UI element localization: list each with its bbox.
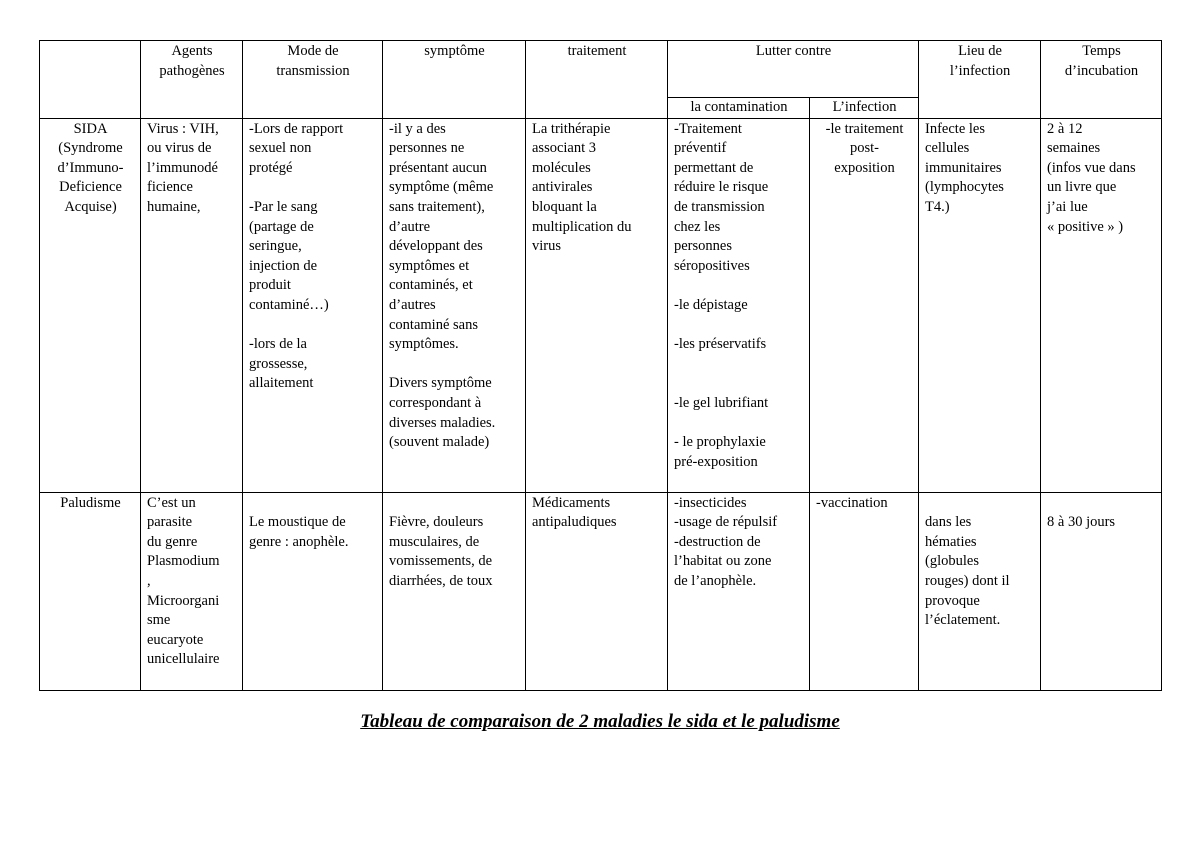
header-traitement: traitement bbox=[526, 41, 668, 119]
header-contamination: la contamination bbox=[668, 98, 810, 119]
header-agents: Agents pathogènes bbox=[141, 41, 243, 119]
table-row-paludisme bbox=[40, 492, 1162, 690]
cell-symptome: Fièvre, douleurs musculaires, de vomissements, de diarrhées, de toux bbox=[383, 492, 526, 690]
table-row-sida bbox=[40, 118, 1162, 492]
cell-infection: -vaccination bbox=[810, 492, 919, 690]
cell-traitement: La trithérapie associant 3 molécules antivirales bloquant la multiplication du virus bbox=[526, 118, 668, 492]
cell-temps: 2 à 12 semaines (infos vue dans un livre que j’ai lue « positive » ) bbox=[1041, 118, 1162, 492]
cell-traitement: Médicaments antipaludiques bbox=[526, 492, 668, 690]
cell-maladie: Paludisme bbox=[40, 492, 141, 690]
table-caption: Tableau de comparaison de 2 maladies le sida et le paludisme bbox=[360, 711, 840, 732]
header-empty-cell bbox=[40, 41, 141, 119]
cell-mode: Le moustique de genre : anophèle. bbox=[243, 492, 383, 690]
header-symptome: symptôme bbox=[383, 41, 526, 119]
header-row bbox=[40, 41, 1162, 98]
comparison-table bbox=[39, 40, 1162, 691]
cell-contamination: -Traitement préventif permettant de réduire le risque de transmission chez les personnes séropositives -le dépistage -les préservatifs -le gel lubrifiant - le prophylaxie pré-exposition bbox=[668, 118, 810, 492]
cell-lieu: Infecte les cellules immunitaires (lymphocytes T4.) bbox=[919, 118, 1041, 492]
cell-mode: -Lors de rapport sexuel non protégé -Par le sang (partage de seringue, injection de produit contaminé…) -lors de la grossesse, allaitement bbox=[243, 118, 383, 492]
cell-temps: 8 à 30 jours bbox=[1041, 492, 1162, 690]
cell-infection: -le traitement post- exposition bbox=[810, 118, 919, 492]
cell-symptome: -il y a des personnes ne présentant aucun symptôme (même sans traitement), d’autre développant des symptômes et contaminés, et d’autres contaminé sans symptômes. Divers symptôme correspondant à diverses maladies. (souvent malade) bbox=[383, 118, 526, 492]
header-lieu: Lieu de l’infection bbox=[919, 41, 1041, 119]
header-temps: Temps d’incubation bbox=[1041, 41, 1162, 119]
cell-contamination: -insecticides -usage de répulsif -destruction de l’habitat ou zone de l’anophèle. bbox=[668, 492, 810, 690]
header-infection: L’infection bbox=[810, 98, 919, 119]
cell-agents: C’est un parasite du genre Plasmodium , Microorgani sme eucaryote unicellulaire bbox=[141, 492, 243, 690]
header-mode: Mode de transmission bbox=[243, 41, 383, 119]
cell-maladie: SIDA (Syndrome d’Immuno- Deficience Acquise) bbox=[40, 118, 141, 492]
header-lutter: Lutter contre bbox=[668, 41, 919, 98]
cell-lieu: dans les hématies (globules rouges) dont il provoque l’éclatement. bbox=[919, 492, 1041, 690]
cell-agents: Virus : VIH, ou virus de l’immunodé ficience humaine, bbox=[141, 118, 243, 492]
